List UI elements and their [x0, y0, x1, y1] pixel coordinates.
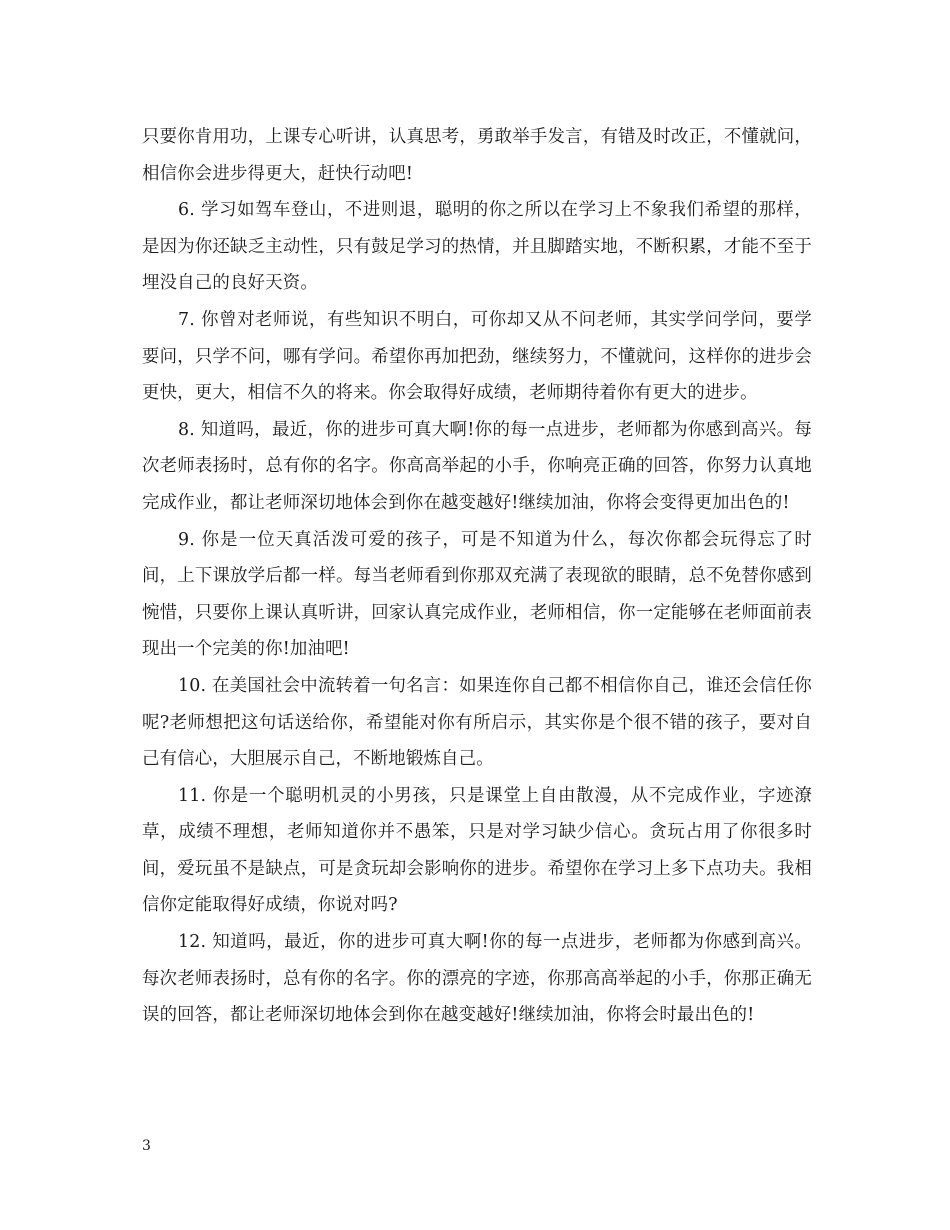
paragraph-item-7: 7. 你曾对老师说，有些知识不明白，可你却又从不问老师，其实学问学问，要学要问，只学不问，哪有学问。希望你再加把劲，继续努力，不懂就问，这样你的进步会更快，更大，相信不久的将来。你会取得好成绩，老师期待着你有更大的进步。	[142, 309, 812, 404]
paragraph-item-11: 11. 你是一个聪明机灵的小男孩，只是课堂上自由散漫，从不完成作业，字迹潦草，成绩不理想，老师知道你并不愚笨，只是对学习缺少信心。贪玩占用了你很多时间，爱玩虽不是缺点，可是贪玩却会影响你的进步。希望你在学习上多下点功夫。我相信你定能取得好成绩，你说对吗?	[142, 785, 812, 916]
paragraph-item-6: 6. 学习如驾车登山，不进则退，聪明的你之所以在学习上不象我们希望的那样，是因为你还缺乏主动性，只有鼓足学习的热情，并且脚踏实地，不断积累，才能不至于埋没自己的良好天资。	[142, 200, 812, 294]
paragraph-item-8: 8. 知道吗，最近，你的进步可真大啊!你的每一点进步，老师都为你感到高兴。每次老师表扬时，总有你的名字。你高高举起的小手，你响亮正确的回答，你努力认真地完成作业，都让老师深切地体会到你在越变越好!继续加油，你将会变得更加出色的!	[142, 419, 812, 513]
paragraph-item-9: 9. 你是一位天真活泼可爱的孩子，可是不知道为什么，每次你都会玩得忘了时间，上下课放学后都一样。每当老师看到你那双充满了表现欲的眼睛，总不免替你感到惋惜，只要你上课认真听讲，回家认真完成作业，老师相信，你一定能够在老师面前表现出一个完美的你!加油吧!	[142, 529, 812, 660]
paragraph-continuation: 只要你肯用功，上课专心听讲，认真思考，勇敢举手发言，有错及时改正，不懂就问，相信你会进步得更大，赶快行动吧!	[142, 127, 812, 184]
page-number: 3	[142, 1138, 151, 1154]
page-body	[142, 119, 812, 1034]
paragraph-item-12: 12. 知道吗，最近，你的进步可真大啊!你的每一点进步，老师都为你感到高兴。每次老师表扬时，总有你的名字。你的漂亮的字迹，你那高高举起的小手，你那正确无误的回答，都让老师深切地体会到你在越变越好!继续加油，你将会时最出色的!	[142, 932, 812, 1026]
paragraph-item-10: 10. 在美国社会中流转着一句名言：如果连你自己都不相信你自己，谁还会信任你呢?老师想把这句话送给你，希望能对你有所启示，其实你是个很不错的孩子，要对自己有信心，大胆展示自己，不断地锻炼自己。	[142, 675, 812, 770]
